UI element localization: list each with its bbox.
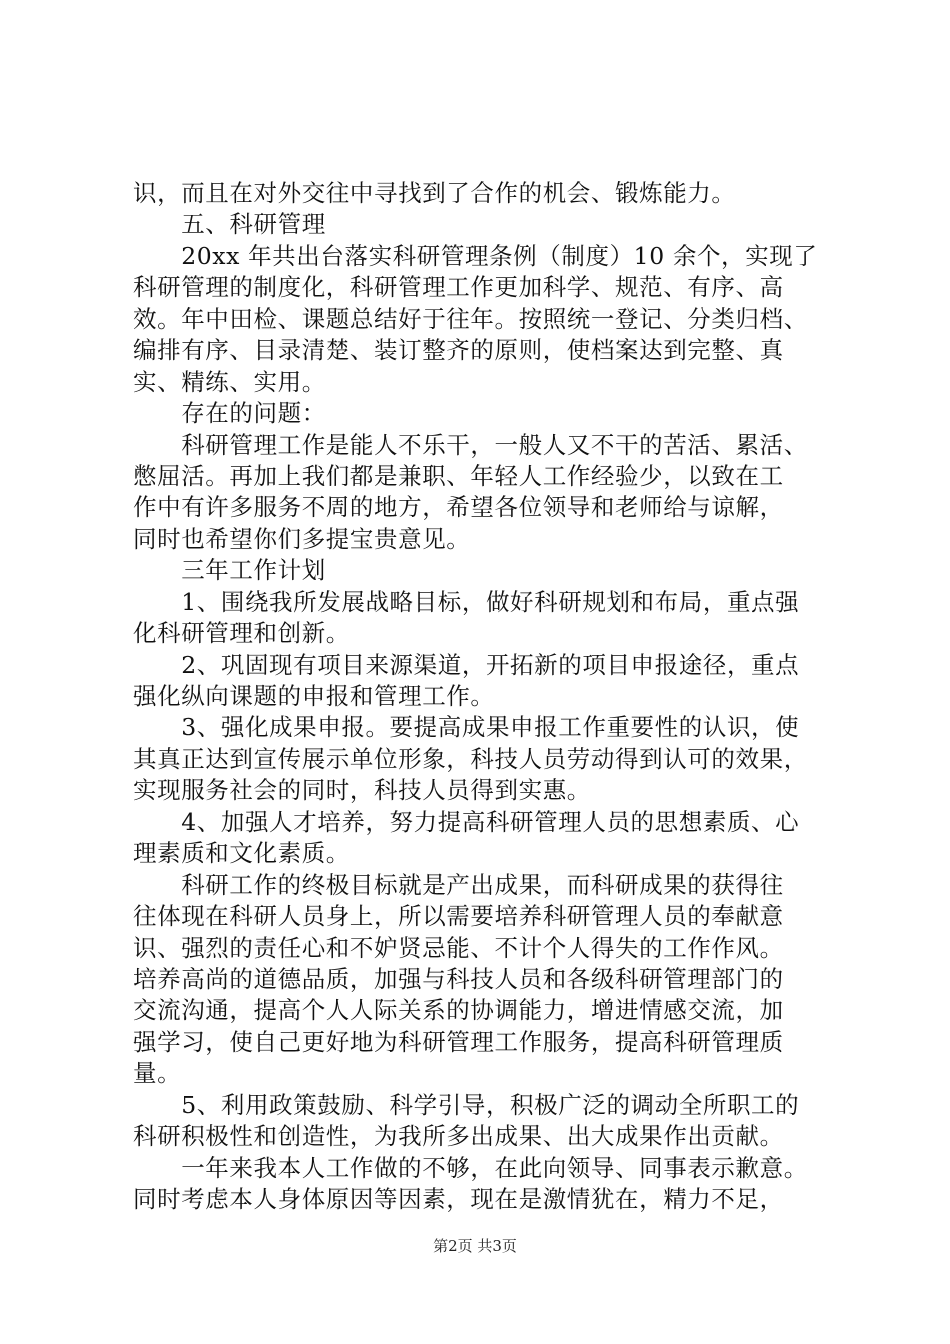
text-line: 培养高尚的道德品质，加强与科技人员和各级科研管理部门的 <box>133 965 784 993</box>
text-line: 2、巩固现有项目来源渠道，开拓新的项目申报途径，重点 <box>133 651 800 679</box>
section-heading: 存在的问题： <box>133 399 326 427</box>
text-line: 同时也希望你们多提宝贵意见。 <box>133 525 471 553</box>
text-line: 科研管理的制度化，科研管理工作更加科学、规范、有序、高 <box>133 273 784 301</box>
text-line: 往体现在科研人员身上，所以需要培养科研管理人员的奉献意 <box>133 902 784 930</box>
text-line: 其真正达到宣传展示单位形象，科技人员劳动得到认可的效果， <box>133 745 808 773</box>
text-line: 科研工作的终极目标就是产出成果，而科研成果的获得往 <box>133 871 784 899</box>
text-line: 编排有序、目录清楚、装订整齐的原则，使档案达到完整、真 <box>133 336 784 364</box>
text-line: 科研积极性和创造性，为我所多出成果、出大成果作出贡献。 <box>133 1122 784 1150</box>
text-line: 憋屈活。再加上我们都是兼职、年轻人工作经验少，以致在工 <box>133 462 784 490</box>
text-line: 实现服务社会的同时，科技人员得到实惠。 <box>133 776 591 804</box>
text-line: 理素质和文化素质。 <box>133 839 350 867</box>
text-line: 识、强烈的责任心和不妒贤忌能、不计个人得失的工作作风。 <box>133 934 784 962</box>
text-line: 3、强化成果申报。要提高成果申报工作重要性的认识，使 <box>133 713 800 741</box>
text-line: 作中有许多服务不周的地方，希望各位领导和老师给与谅解， <box>133 493 784 521</box>
text-line: 20xx 年共出台落实科研管理条例（制度）10 余个，实现了 <box>133 242 818 270</box>
text-line: 识，而且在对外交往中寻找到了合作的机会、锻炼能力。 <box>133 179 736 207</box>
text-line: 效。年中田检、课题总结好于往年。按照统一登记、分类归档、 <box>133 305 808 333</box>
text-line: 交流沟通，提高个人人际关系的协调能力，增进情感交流，加 <box>133 996 784 1024</box>
text-line: 4、加强人才培养，努力提高科研管理人员的思想素质、心 <box>133 808 800 836</box>
text-line: 一年来我本人工作做的不够，在此向领导、同事表示歉意。 <box>133 1154 808 1182</box>
text-line: 1、围绕我所发展战略目标，做好科研规划和布局，重点强 <box>133 588 800 616</box>
section-heading: 三年工作计划 <box>133 556 326 584</box>
text-line: 同时考虑本人身体原因等因素，现在是激情犹在，精力不足， <box>133 1185 784 1213</box>
text-line: 实、精练、实用。 <box>133 368 326 396</box>
text-line: 强化纵向课题的申报和管理工作。 <box>133 682 495 710</box>
text-line: 量。 <box>133 1059 182 1087</box>
page-footer: 第2页 共3页 <box>433 1237 517 1255</box>
text-line: 科研管理工作是能人不乐干，一般人又不干的苦活、累活、 <box>133 431 808 459</box>
section-heading: 五、科研管理 <box>133 210 326 238</box>
text-line: 强学习，使自己更好地为科研管理工作服务，提高科研管理质 <box>133 1028 784 1056</box>
text-line: 5、利用政策鼓励、科学引导，积极广泛的调动全所职工的 <box>133 1091 800 1119</box>
text-line: 化科研管理和创新。 <box>133 619 350 647</box>
